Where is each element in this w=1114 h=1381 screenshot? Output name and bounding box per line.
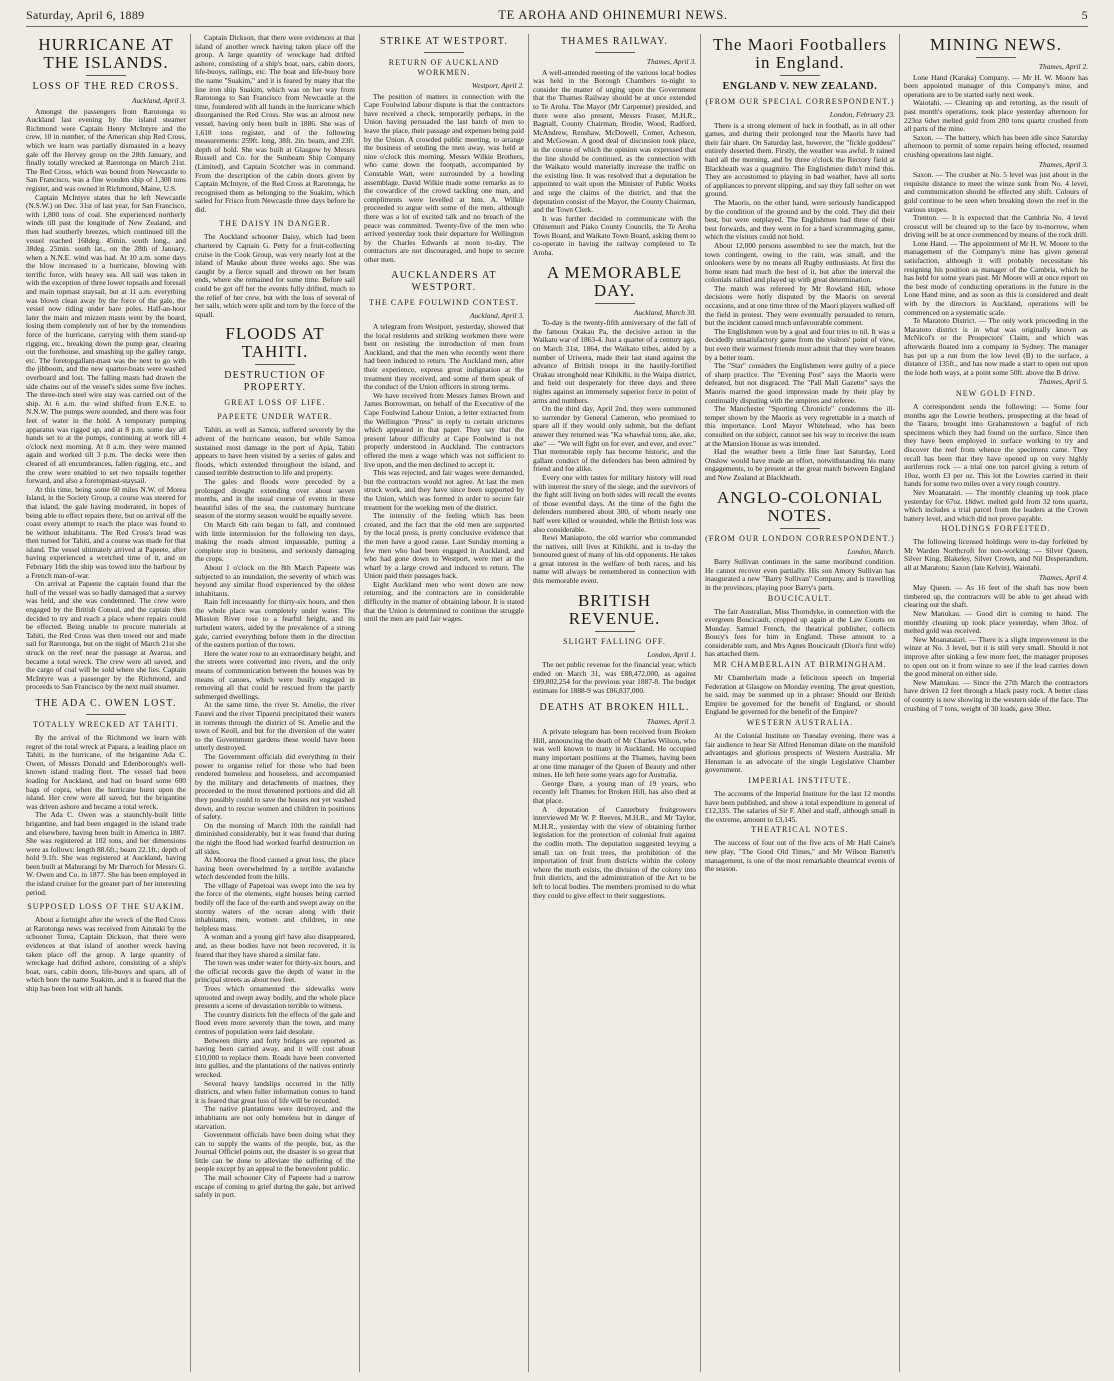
heading-rule: [255, 364, 295, 365]
article-paragraph: About 12,000 persons assembled to see the match, but the town contingent, owing to the rain, was small, and the onlookers were by no means all Rugby enthusiasts. At first the home team had much the best of it, but after the interval the colonials rallied and played up with great determination.: [705, 240, 895, 285]
article-paragraph: George Dare, a young man of 19 years, who recently left Thames for Broken Hill, has also died at that place.: [533, 778, 696, 805]
article-paragraph: The fair Australian, Miss Thorndyke, in connection with the evergreen Boucicault, cropped up again at the Law Courts on Monday. Samuel French, the theatrical publisher, collects Boucy's fees for him in England. These amount to a considerable sum, and Mrs Agnes Boucicault (Dion's first wife) has attached them.: [705, 606, 895, 659]
article-paragraph: The success of four out of the five acts of Mr Hall Caine's new play, "The Good Old Times," and Mr Wilson Barrett's management, is one of the most remarkable theatrical events of the season.: [705, 838, 895, 874]
article-paragraph: Nev Moanatairi. — The monthly cleaning up took place yesterday for 67oz. 18dwt. melted gold from 32 tons quartz, which includes a trial parcel from the leaders at the Crown battery level, and which did not prove payable.: [904, 487, 1088, 523]
article-paragraph: Here the water rose to an extraordinary height, and the streets were converted into rivers, and the only means of communication between the houses was by means of canoes, which were busily engaged in removing all that could be rescued from the partly submerged dwellings.: [195, 648, 355, 701]
heading-rule: [86, 75, 126, 76]
subheading: ENGLAND V. NEW ZEALAND.: [722, 81, 878, 92]
heading-rule: [86, 714, 126, 715]
section-heading: GREAT LOSS OF LIFE.: [224, 398, 326, 408]
headline: The Maori Footballers in England.: [713, 35, 887, 72]
article-paragraph: By the arrival of the Richmond we learn with regret of the total wreck at Papara, a leading place on Tahiti, in the hurricane, of the brigantine Ada C. Owen, of Messrs Donald and Edenborough's well-known island trading fleet. The vessel had been loading for Auckland, and had on board some 600 bags of copra, when the hurricane burst upon the island. Her crew were all saved, but the brigantine was driven ashore and became a total wreck.: [26, 732, 186, 811]
article-paragraph: Every one with tastes for military history will read with interest the story of the siege, and the survivors of the fight still living on both sides will recall the events of those eventful days. At the time of the fight the defenders numbered about 300, of whom nearly one half were killed or wounded, while the British loss was also considerable.: [533, 472, 696, 534]
article-paragraph: The Auckland schooner Daisy, which had been chartered by Captain G. Petty for a fruit-collecting cruise in the Cook Group, was very nearly lost at the island of Mauke about three weeks ago. She was caught by a fierce squall and thrown on her beam ends, where she remained for some time. Before sail could be got off her the events fully drifted, much to the relief of her crew, but with the loss of several of her sails, which were split and torn by the force of the squall.: [195, 232, 355, 319]
heading-rule: [424, 52, 464, 53]
dateline: Thames, April 3.: [1038, 159, 1088, 169]
newspaper-title: TE AROHA AND OHINEMURI NEWS.: [498, 7, 728, 22]
article-paragraph: On the morning of March 10th the rainfall had diminished considerably, but it was found that during the night the flood had worked fearful destruction on all sides.: [195, 820, 355, 856]
section-heading: RETURN OF AUCKLAND WORKMEN.: [388, 58, 500, 77]
article-paragraph: We have received from Messrs James Brown and James Borrowman, on behalf of the Executive of the Cape Foulwind Labour Union, a letter extracted from the Wellington "Press" in reply to certain strictures which appeared in that paper. They say that the present labour difficulty at Cape Foulwind is not properly understood in Auckland. The contractors offered the men a wage which was not sufficient to live upon, and the men declined to accept it.: [364, 390, 524, 469]
dateline: Westport, April 2.: [471, 81, 524, 90]
dateline: London, March.: [847, 546, 895, 556]
article-paragraph: At this time, being some 60 miles N.W. of Morea Island, in the Society Group, a course was steered for that island, the gale having moderated, in hopes of being able to effect repairs there, but on arrival off the coast every attempt to reach the place was found to be without inhabitants. The Red Cross's head was then turned for Tahiti, and a course was made for that island. The vessel ultimately arrived at Papeete, after having experienced a wretched time of it, and on February 16th the ship was towed into the harbour by a French man-of-war.: [26, 484, 186, 580]
article-paragraph: The native plantations were destroyed, and the inhabitants are not only homeless but in danger of starvation.: [195, 1104, 355, 1131]
article-paragraph: The accounts of the Imperial Institute for the last 12 months have been published, and show a total expenditure in general of £12,335. The salaries of Sir F. Abel and staff, although small in the extreme, amount to £3,145.: [705, 789, 895, 824]
column-divider: [899, 34, 900, 1372]
article-paragraph: Rewi Maniapoto, the old warrior who commanded the natives, still lives at Kihikihi, and is to-day the honoured guest of many of his old opponents. He takes a great interest in the welfare of both races, and his name will always be remembered in connection with this memorable event.: [533, 533, 696, 586]
article-paragraph: The mail schooner City of Papeete had a narrow escape of coming to grief during the gale, but arrived safely in port.: [195, 1173, 355, 1200]
section-heading: WESTERN AUSTRALIA.: [746, 718, 854, 728]
column-divider: [528, 34, 529, 1372]
headline: BRITISH REVENUE.: [568, 590, 661, 628]
article-paragraph: The position of matters in connection with the Cape Foulwind labour dispute is that the contractors have received a check, temporarily perhaps, in the Union having persuaded the last batch of men to leave the place, their passage and expenses being paid by the Union. A crowded public meeting, to arrange the business of sending the men away, was held at nine o'clock this morning. Messrs Wilkie Brothers, who came down the footpath, accompanied by Constable Watt, were surrounded by a howling assemblage. David Wilkie made some remarks as to the cowardice of the crowd tackling one man, and compliments were levelled at him. A. Wilkie proceeded to argue with some of the men, although there was a lot of excited talk and no breach of the peace was committed. Twenty-five of the men who arrived yesterday took their departure for Wellington by the Charles Edwards at noon to-day. The contractors are not discouraged, and hope to secure other men.: [364, 91, 524, 264]
dateline: Thames, April 3.: [646, 716, 696, 726]
section-spacer: [26, 897, 186, 901]
article-paragraph: The Ada C. Owen was a staunchly-built little brigantine, and had been engaged in the island trade and elsewhere, having been built in America in 1887. She was registered at 102 tons, and her dimensions were as follows: length 88.6ft.; beam 22.1ft.; depth of hold 9.1ft. She was registered at Auckland, having been built at Mahurangi by Mr Darroch for Messrs G. W. Owen and Co. in 1877. She has been employed in the island cruiser for the greater part of her interesting period.: [26, 810, 186, 897]
article-paragraph: A correspondent sends the following: — Some four months ago the Lowrie brothers, prospecting at the head of the Tararu, brought into Grahamstown a bagful of rich specimens which they had found on the surface. Since then they have been employed in surface working to try and discover the reef from whence the specimens came. They recall has been that they have opened up on very highly auriferous rock — a trial one ton parcel giving a return of 10oz, worth £3 per oz. This lot the Lowries carried in their hands for some two miles over a very rough country.: [904, 401, 1088, 489]
article-paragraph: A telegram from Westport, yesterday, showed that the local residents and striking workmen there were bent on resisting the introduction of men from Auckland, and that the men who recently went there had been induced to return. The Auckland men, after their experience, express great indignation at the treatment they received, and some of them speak of the conduct of the Union officers in strong terms.: [364, 322, 524, 392]
article-paragraph: The net public revenue for the financial year, which ended on March 31, was £88,472,000, as against £89,802,254 for the previous year 1887-8. The budget estimate for 1888-9 was £86,837,000.: [533, 660, 696, 696]
column-divider: [359, 34, 360, 1372]
article-paragraph: The Maoris, on the other hand, were seriously handicapped by the condition of the ground and by the cold. They did their best, but were outplayed. The Englishmen had three of their best forwards, and they went in for a hard scrummaging game, which the visitors could not hold.: [705, 197, 895, 242]
dateline: London, February 23.: [829, 110, 895, 119]
article-paragraph: The "Star" considers the Englishmen were guilty of a piece of sharp practice. The "Evening Post" says the Maoris were defeated, but not disgraced. The "Pall Mall Gazette" says the Maoris marred the good impression made by their play by continually disputing with the umpires and referee.: [705, 361, 895, 405]
article-paragraph: A private telegram has been received from Broken Hill, announcing the death of Mr Charles Wilson, who was well known to many in Auckland. He occupied many important positions at the Thames, having been at one time manager of the Queen of Beauty and other mines. He left here some years ago for Australia.: [533, 727, 696, 780]
article-paragraph: A deputation of Canterbury fruitgrowers interviewed Mr W. P. Reeves, M.H.R., and Mr Taylor, M.H.R., yesterday with the view of obtaining further legislation for the protection of colonial fruit against the codlin moth. The deputation suggested levying a small tax on fruit trees, the prohibition of the importation of fruit from districts within the colony where the moth exists, the division of the colony into fruit districts, and the administration of the Act to be left to local bodies. The members promised to do what they could to give effect to their suggestions.: [533, 804, 696, 900]
article-paragraph: Saxon. — The crusher at No. 5 level was just about in the requisite distance to meet the winze sunk from No. 4 level, and communication should be effected any shift. Colours of gold continue to be seen when breaking down the reef in the various stopes.: [904, 170, 1088, 214]
article-paragraph: New Manukau. — Good dirt is coming to hand. The monthly cleaning up took place yesterday, when 38oz. of melted gold was received.: [904, 609, 1088, 636]
section-heading: PAPEETE UNDER WATER.: [217, 412, 333, 422]
article-paragraph: The Government officials did everything in their power to organise relief for those who had been rendered homeless and houseless, and accompanied by the military and detachments of marines, they proceeded to the most threatened portions and did all they possibly could to save the houses not yet washed down, and to rescue women and children in positions of safety.: [195, 751, 355, 822]
article-paragraph: About 1 o'clock on the 8th March Papeete was subjected to an inundation, the severity of which was beyond any similar flood experienced by the oldest inhabitants.: [195, 562, 355, 598]
heading-rule: [780, 75, 820, 76]
column-4: [533, 34, 696, 1372]
article-paragraph: Tahiti, as well as Samoa, suffered severely by the advent of the hurricane season, but while Samoa sustained most damage in the port of Apia, Tahiti appears to have been visited by a series of gales and floods, which extended throughout the island, and caused terrible destruction to life and property.: [195, 425, 355, 478]
column-2: [195, 34, 355, 1372]
section-heading: IMPERIAL INSTITUTE.: [748, 776, 852, 785]
article-paragraph: Te Maratoto District. — The only work proceeding in the Maratoto district is in what was originally known as McNicol's or the Prospectors' Claim, and which was afterwards floated into a company in Sydney. The manager has put up a run from the low level (B) to the surface, a distance of 135ft., and has now made a start to open out upon the lode both ways, at a point some 50ft. above the B drive.: [904, 316, 1088, 377]
section-heading: THE CAPE FOULWIND CONTEST.: [368, 298, 520, 308]
subheading: DESTRUCTION OF PROPERTY.: [224, 370, 326, 394]
article-paragraph: Several heavy landslips occurred in the hilly districts, and when fuller information comes to hand it is feared that great loss of life will be recorded.: [195, 1078, 355, 1105]
section-spacer: [705, 483, 895, 487]
subheading: DEATHS AT BROKEN HILL.: [539, 701, 690, 713]
headline: A MEMORABLE DAY.: [546, 262, 683, 300]
subheading: LOSS OF THE RED CROSS.: [32, 81, 180, 92]
article-paragraph: Mr Chamberlain made a felicitous speech on Imperial Federation at Glasgow on Monday evening. The great question, he said, may be summed up in a phrase: Should our British Empire be governed for the benefit of England, or should England be governed for the benefit of the Empire?: [705, 673, 895, 717]
section-heading: (FROM OUR SPECIAL CORRESPONDENT.): [705, 97, 895, 106]
section-spacer: [533, 586, 696, 590]
subheading: THE ADA C. OWEN LOST.: [35, 697, 177, 709]
article-paragraph: New Manukau. — Since the 27th March the contractors have driven 12 feet through a black pasty rock. A better class of country is now showing in the western side of the face. The crushing of 7 tons, weight of 30 loads, gave 30oz.: [904, 677, 1088, 713]
section-heading: (FROM OUR LONDON CORRESPONDENT.): [705, 533, 895, 543]
article-paragraph: Eight Auckland men who went down are now returning, and the contractors are in considerable difficulty in the matter of obtaining labour. It is stated that the Union is determined to continue the struggle until the men are paid fair wages.: [364, 579, 524, 624]
article-paragraph: The match was refereed by Mr Rowland Hill, whose decisions were hotly disputed by the Maoris on several occasions, and at one time three of the Maori players walked off the field in protest. They were eventually persuaded to return, but the incident caused much unfavourable comment.: [705, 283, 895, 328]
dateline: Thames, April 3.: [646, 57, 696, 66]
dateline: London, April 1.: [647, 649, 696, 659]
column-3: [364, 34, 524, 1372]
article-paragraph: The country districts felt the effects of the gale and flood even more severely than the town, and many centres of population were laid desolate.: [195, 1009, 355, 1036]
article-paragraph: Lone Hand. — The appointment of Mr H. W. Moore to the management of the Company's mine has given general satisfaction, although it will probably necessitate his resigning his position as manager of the Cambria, which he has held for some years past. Mr Moore will at once report on the best mode of conducting operations in the future in the Lone Hand mine, and as soon as this is considered and dealt with by the directors in Auckland, operations will be commenced on a systematic scale.: [904, 238, 1088, 317]
column-6: [904, 34, 1088, 1372]
heading-rule: [595, 52, 635, 53]
section-heading: SLIGHT FALLING OFF.: [563, 636, 666, 646]
article-paragraph: At Moorea the flood caused a great loss, the place having been overwhelmed by a terrible avalanche which descended from the hills.: [195, 855, 355, 882]
article-paragraph: Rain fell incessantly for thirty-six hours, and then the whole place was completely under water. The Mission River rose to a fearful height, and its turbulent waters, aided by the prevalence of a strong gale, carried everything before them in the direction of the eastern portion of the town.: [195, 597, 355, 650]
article-paragraph: Government officials have been doing what they can to supply the wants of the people, but, as the Journal Officiel points out, the disaster is so great that little can be done to alleviate the suffering of the people except by an appeal to the benevolent public.: [195, 1130, 355, 1174]
section-spacer: [26, 692, 186, 696]
column-1: [26, 34, 186, 1372]
article-paragraph: The intensity of the feeling which has been created, and the fact that the old men are supported by the local press, is pretty conclusive evidence that the men have a good cause. Last Sunday morning a few men who had been engaged in Auckland, and who had gone down to Westport, were met at the wharf by a large crowd and induced to return. The Union paid their passages back.: [364, 511, 524, 581]
section-heading: TOTALLY WRECKED AT TAHITI.: [32, 719, 180, 729]
section-heading: HOLDINGS FORFEITED.: [941, 524, 1051, 534]
masthead: [26, 4, 1088, 27]
article-paragraph: A well-attended meeting of the various local bodies was held in the Borough Chambers to-night to consider the matter of urging upon the Government that the Thames Railway should be at once extended to Te Aroha. The Mayor (Mr Carpenter) presided, and there were also present, Messrs Fraser, M.H.R., Bagnall, County Chairman, Brodie, Wood, Radford, McAndrew, Renshaw, McDowell, Comer, Acheson, and McGowan. A good deal of discussion took place, in the course of which the opinion was expressed that the line should be continued, as the connection with the Waikato would materially increase the traffic on the existing line. It was resolved that a deputation be appointed to wait upon the Minister of Public Works and urge the claims of the district, and that the deputation consist of the Mayor, the County Chairman, and the Town Clerk.: [533, 67, 696, 215]
page-number: 5: [1081, 7, 1088, 22]
issue-date: Saturday, April 6, 1889: [26, 7, 145, 22]
article-paragraph: The village of Papetoai was swept into the sea by the force of the elements, eight houses being carried bodily off the face of the earth and swept away on the stormy waters of the ocean along with their inhabitants, men, women and children, in one helpless mass.: [195, 880, 355, 933]
article-paragraph: The town was under water for thirty-six hours, and the official records gave the depth of water in the principal streets as about two feet.: [195, 958, 355, 985]
heading-rule: [780, 528, 820, 529]
heading-rule: [595, 631, 635, 632]
article-paragraph: Waiotahi. — Cleaning up and retorting, as the result of past month's operations, took place yesterday afternoon for 223oz 6dwt melted gold from 200 tons quartz crushed from all parts of the mine.: [904, 98, 1088, 134]
subheading: AUCKLANDERS AT WESTPORT.: [391, 270, 497, 294]
article-paragraph: Captain McIntyre states that he left Newcastle (N.S.W.) on Dec. 31st of last year, for San Francisco, with 1,800 tons of coal. She experienced northerly winds till past the longitude of New Zealand, and then had southerly breezes, which continued till the vessel reached 168deg. 45min. south long., and 38deg. 25min. south lat., on the 28th of January, when a N.N.E. wind was had. At 10 a.m. some days the blow increased to a hurricane, blowing with terrific force, with heavy sea. All sail was taken in with the exception of three lower topsails and foresail and main topmast staysail, but at 11 a.m. everything was blown clean away by the force of the gale, the vessel now riding under bare poles. Half-an-hour later the main and mizzen masts went by the board, losing them completely out of her by the tremendous force of the hurricane, carrying with them stand-up rigging, etc., breaking down the pump gear, clearing out the forehouse, and smashing up the galley range, etc. The foretopgallant-mast was the next to go with the jibboom, and the new quarter-boats were washed overboard and lost. The falling masts had drawn the side chains out of the vessel's sides some five inches. The three-inch steel wire stay was carried out of the ship. At 6 a.m. the wind shifted from E.N.E. to N.N.W. The pumps were sounded, and there was four feet of water in the hold. A temporary pumping apparatus was rigged up, and at 8 p.m. some day all hands set to at the pumps, continuing at work till 4 o'clock next morning. At 8 a.m. they were manned again and worked till 3 p.m. The decks were then cleared of all encumbrances, fallen rigging, etc., and the crew were enabled to set two topsails together forward, and also a foretopmast-staysail.: [26, 192, 186, 486]
column-divider: [700, 34, 701, 1372]
article-paragraph: At the same time, the river St. Amelie, the river Faurei and the river Tipaerui precipitated their waters in torrents through the district of St. Amelie and the town of Keoll, and but for the diversion of the water to the Government gardens these would have been utterly destroyed.: [195, 700, 355, 753]
section-heading: NEW GOLD FIND.: [955, 388, 1037, 398]
headline: MINING NEWS.: [930, 35, 1062, 54]
article-paragraph: Amongst the passengers from Rarotonga to Auckland last evening by the island steamer Richmond were Captain Henry McIntyre and the crew, 10 in number, of the American ship Red Cross, which we learn was partially dismasted in a heavy gale off the Hervey group on the 28th January, and finally totally wrecked at Rarotonga on March 21st. The Red Cross, which was bound from Newcastle to San Francisco, was a fine wooden ship of 1,300 tons register, and was owned in Richmond, Maine, U.S.: [26, 106, 186, 193]
headline: FLOODS AT TAHITI.: [225, 324, 325, 362]
article-paragraph: Had the weather been a little finer last Saturday, Lord Onslow would have made an effort, notwithstanding his many engagements, to be present at the great match between England and New Zealand at Blackheath.: [705, 447, 895, 482]
article-paragraph: At the Colonial Institute on Tuesday evening, there was a fair audience to hear Sir Alfred Hensman dilate on the manifold advantages and glorious prospects of Western Australia. Mr Hensman is an advocate of the single Legislative Chamber government.: [705, 731, 895, 775]
article-paragraph: Barry Sullivan continues in the same moribund condition. He cannot recover even partially. His son Amory Sullivan has inaugurated a new "Barry Sullivan" Company, and is travelling in the provinces, playing poor Barry's parts.: [705, 557, 895, 592]
subheading: STRIKE AT WESTPORT.: [379, 36, 509, 47]
article-paragraph: Saxon. — The battery, which has been idle since Saturday afternoon to permit of some repairs being effected, resumed crushing operations last night.: [904, 132, 1088, 159]
dateline: Auckland, March 30.: [633, 307, 696, 317]
dateline: Thames, April 2.: [1038, 62, 1088, 71]
section-heading: SUPPOSED LOSS OF THE SUAKIM.: [27, 902, 185, 912]
dateline: Auckland, April 3.: [131, 96, 186, 105]
article-paragraph: Trees which ornamented the sidewalks were uprooted and swept away bodily, and the whole place presents a scene of devastation terrible to witness.: [195, 984, 355, 1011]
dateline: Thames, April 5.: [1038, 377, 1088, 387]
article-paragraph: On arrival at Papeete the captain found that the hull of the vessel was so badly damaged that a survey was held, and she was condemned. The crew were engaged by the British Consul, and the captain then decided to try and reach a place where repairs could be effected. Being unable to procure materials at Tahiti, the Red Cross was then towed out and made sail for Rarotonga, but on the night of March 21st she struck on the reef near the passage at Avarua, and became a total wreck. The crew were all saved, and the cargo of coal will be sold where she lies. Captain McIntyre was a passenger by the Richmond, and proceeds to San Francisco by the next mail steamer.: [26, 579, 186, 692]
article-paragraph: The Manchester "Sporting Chronicle" condemns the ill-temper shown by the Maoris as very regrettable in a match of this importance. Lord Mayor Whitehead, who has been consulted on the subject, cannot see his way to receive the team at the Mansion House as was intended.: [705, 404, 895, 448]
section-heading: MR CHAMBERLAIN AT BIRMINGHAM.: [713, 660, 887, 670]
section-heading: BOUCICAULT.: [767, 593, 833, 603]
article-paragraph: Between thirty and forty bridges are reported as having been carried away, and it will cost about £10,000 to replace them. Roads have been converted into gullies, and the plantations of the natives entirely wrecked.: [195, 1035, 355, 1079]
headline: ANGLO-COLONIAL NOTES.: [716, 487, 884, 525]
heading-rule: [976, 57, 1016, 58]
article-paragraph: The Englishmen won by a goal and four tries to nil. It was a decidedly unsatisfactory game from the visitors' point of view, but even their warmest friends must admit that they were beaten by a better team.: [705, 326, 895, 362]
article-paragraph: Lone Hand (Karaka) Company. — Mr H. W. Moore has been appointed manager of this Company's mine, and operations are to be started early next week.: [904, 72, 1088, 99]
article-paragraph: May Queen. — As 16 feet of the shaft has now been timbered up, the contractors will be able to get ahead with clearing out the shaft.: [904, 583, 1088, 610]
section-spacer: [364, 264, 524, 268]
section-heading: THE DAISY IN DANGER.: [219, 219, 331, 229]
article-paragraph: About a fortnight after the wreck of the Red Cross at Rarotonga news was received from Aitutaki by the schooner Torea, Captain Dickson, that there were evidences at that island of another wreck having taken place off the group. A large quantity of wreckage had drifted ashore, consisting of a ship's boat, oars, cabin doors, life-buoys and spars, all of which bore the name Suakim, and it is feared that the ship has been lost with all hands.: [26, 915, 186, 993]
section-spacer: [195, 319, 355, 323]
headline: HURRICANE AT THE ISLANDS.: [38, 35, 174, 72]
article-paragraph: There is a strong element of luck in football, as in all other games, and during their prolonged tour the Maoris have had their fair share. On Saturday last, however, the "fickle goddess" entirely deserted them. Firstly, the weather was awful. It rained hard all the morning, and by three o'clock the Rectory field at Blackheath was a quagmire. The Englishmen didn't mind this. They are accustomed to playing in bad weather, have all sorts of appliances to prevent slipping, and say they fall softer on wet ground.: [705, 120, 895, 199]
article-paragraph: This was rejected, and fair wages were demanded, but the contractors would not agree. At last the men struck work, and they have since been supported by the Union, which was formed in order to secure fair treatment for the working men of the district.: [364, 468, 524, 512]
column-divider: [190, 34, 191, 1372]
article-paragraph: A woman and a young girl have also disappeared, and, as these bodies have not been recovered, it is feared that they have shared a similar fate.: [195, 932, 355, 959]
article-paragraph: The gales and floods were preceded by a prolonged drought extending over about seven months, and in the usual course of events in these beautiful isles of the sea, the customary hurricane season of the stormy season would be equally severe.: [195, 476, 355, 521]
dateline: Thames, April 4.: [1038, 572, 1088, 582]
article-paragraph: To-day is the twenty-fifth anniversary of the fall of the famous Orakau Pa, the decisive action in the Waikato war of 1863-4. Just a quarter of a century ago, on March 31st, 1864, the Waikato tribes, aided by a number of Uriwera, made their last stand against the advance of British troops in the hastily-fortified Orakau stronghold near Kihikihi, in the Waipa district, and held out desperately for three days and three nights against an immensely superior force in point of arms and numbers.: [533, 318, 696, 405]
section-heading: THEATRICAL NOTES.: [751, 825, 849, 835]
section-spacer: [195, 214, 355, 218]
section-spacer: [533, 258, 696, 262]
column-5: [705, 34, 895, 1372]
article-paragraph: The following licensed holdings were to-day forfeited by Mr Warden Northcroft for non-working: — Silver Queen, Silver King, Blakeley, Silver Crown, and Nil Desperandum, all at Maratoto; Saxon (late Kelvin), Waiotahi.: [904, 537, 1088, 573]
article-paragraph: Captain Dickson, that there were evidences at that island of another wreck having taken place off the group. A large quantity of wreckage had drifted ashore, consisting of a ship's boat, oars, cabin doors, life-buoys, railings, etc. The boat and life-buoy bore the name "Suakim," and it is feared by many that the line iron ship Suakim, which was on her way from Rarotonga to San Francisco from Newcastle at the time, foundered with all hands in the hurricane which disorganised the Red Cross. She was an almost new vessel, having only been built in 1886. She was of 1,618 tons register, and of the following measurements: 259ft. long, 38ft. 2in. beam, and 23ft. depth of hold. She was built at Glasgow by Messrs Russell and Co. for the Sunbeam Ship Company (Limited), and Captain Scotcher was in command. From the description of the cabin doors given by Captain McIntyre, of the Red Cross at Rarotonga, he recognised them as belonging to the Suakim, which sailed for Frisco from Newcastle three days before he did.: [195, 34, 355, 214]
article-paragraph: Trenton. — It is expected that the Cambria No. 4 level crosscut will be cleared up to the face by to-morrow, when driving will be at once commenced by means of the rock drill.: [904, 213, 1088, 240]
section-spacer: [533, 696, 696, 700]
article-paragraph: On March 6th rain began to fall, and continued with little intermission for the following ten days, making the roads almost impassable, putting a complete stop to business, and seriously damaging the crops.: [195, 519, 355, 564]
heading-rule: [595, 303, 635, 304]
dateline: Auckland, April 3.: [469, 311, 524, 321]
article-paragraph: New Moanataiari. — There is a slight improvement in the winze at No. 3 level, but it is still very small. Should it not improve after sinking a few more feet, the manager proposes to open out on it from winze to see if the lead carries down the good mineral on either side.: [904, 634, 1088, 679]
article-paragraph: It was further decided to communicate with the Ohinemuri and Piako County Councils, the Te Aroha Town Board, and Waikato Town Board, asking them to co-operate in having the railway completed to Te Aroha.: [533, 213, 696, 258]
article-paragraph: On the third day, April 2nd, they were summoned to surrender by General Cameron, who promised to spare all if they would only submit, but the defiant answer they returned was "Ka whawhai tonu, ake, ake, ake" — "We will fight on for ever, and ever, and ever." That memorable reply has become historic, and the gallant conduct of the defenders has been admired by friend and foe alike.: [533, 404, 696, 474]
subheading: THAMES RAILWAY.: [560, 36, 669, 47]
